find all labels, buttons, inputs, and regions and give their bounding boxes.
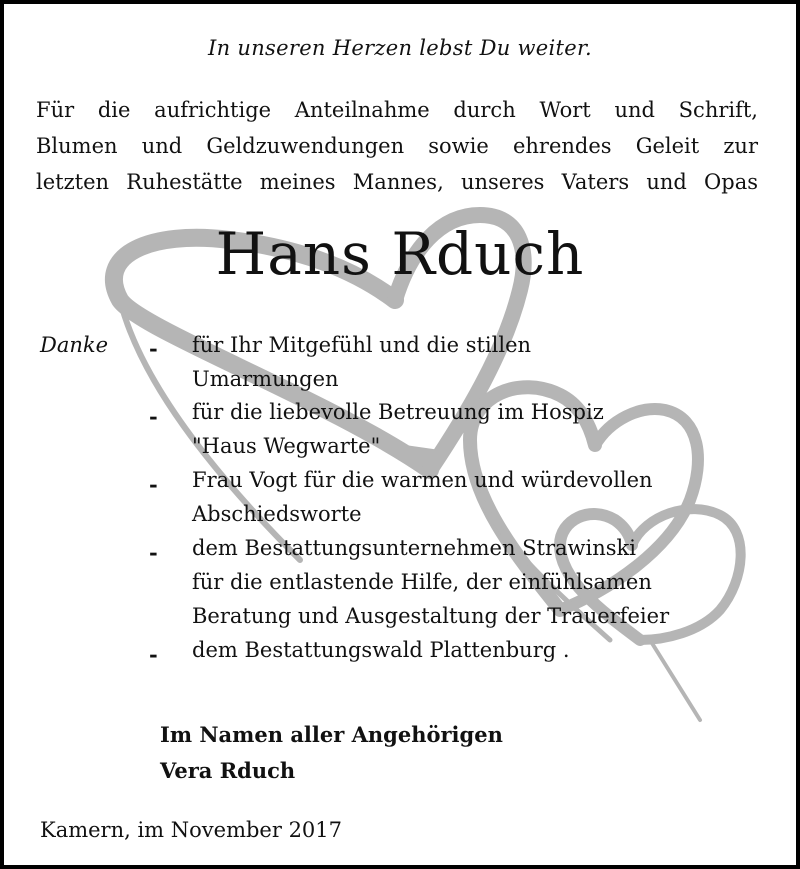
list-item-line: für die entlastende Hilfe, der einfühlsamen — [192, 570, 652, 594]
intro-text — [36, 92, 758, 200]
list-dash: - — [149, 642, 158, 667]
intro-line: Blumen und Geldzuwendungen sowie ehrendes Geleit zur — [36, 134, 758, 158]
motto: In unseren Herzen lebst Du weiter. — [208, 36, 592, 60]
list-dash: - — [149, 472, 158, 497]
list-item-line: Umarmungen — [192, 367, 339, 391]
signature-line-1: Im Namen aller Angehörigen — [160, 722, 503, 747]
list-item-line: für die liebevolle Betreuung im Hospiz — [192, 400, 604, 424]
signature-name: Vera Rduch — [160, 758, 296, 783]
list-item-line: Abschiedsworte — [192, 502, 362, 526]
list-item-line: dem Bestattungsunternehmen Strawinski — [192, 536, 636, 560]
intro-line: letzten Ruhestätte meines Mannes, unseres Vaters und Opas — [36, 170, 758, 194]
deceased-name: Hans Rduch — [215, 220, 585, 288]
list-dash: - — [149, 540, 158, 565]
thanks-label: Danke — [40, 333, 109, 357]
list-item-line: für Ihr Mitgefühl und die stillen — [192, 333, 532, 357]
intro-line: Für die aufrichtige Anteilnahme durch Wort und Schrift, — [36, 98, 758, 122]
list-dash: - — [149, 404, 158, 429]
list-item-line: "Haus Wegwarte" — [192, 434, 381, 458]
list-item-line: dem Bestattungswald Plattenburg . — [192, 638, 570, 662]
place-date: Kamern, im November 2017 — [40, 818, 343, 842]
list-item-line: Frau Vogt für die warmen und würdevollen — [192, 468, 653, 492]
list-dash: - — [149, 336, 158, 361]
list-item-line: Beratung und Ausgestaltung der Trauerfeier — [192, 604, 670, 628]
